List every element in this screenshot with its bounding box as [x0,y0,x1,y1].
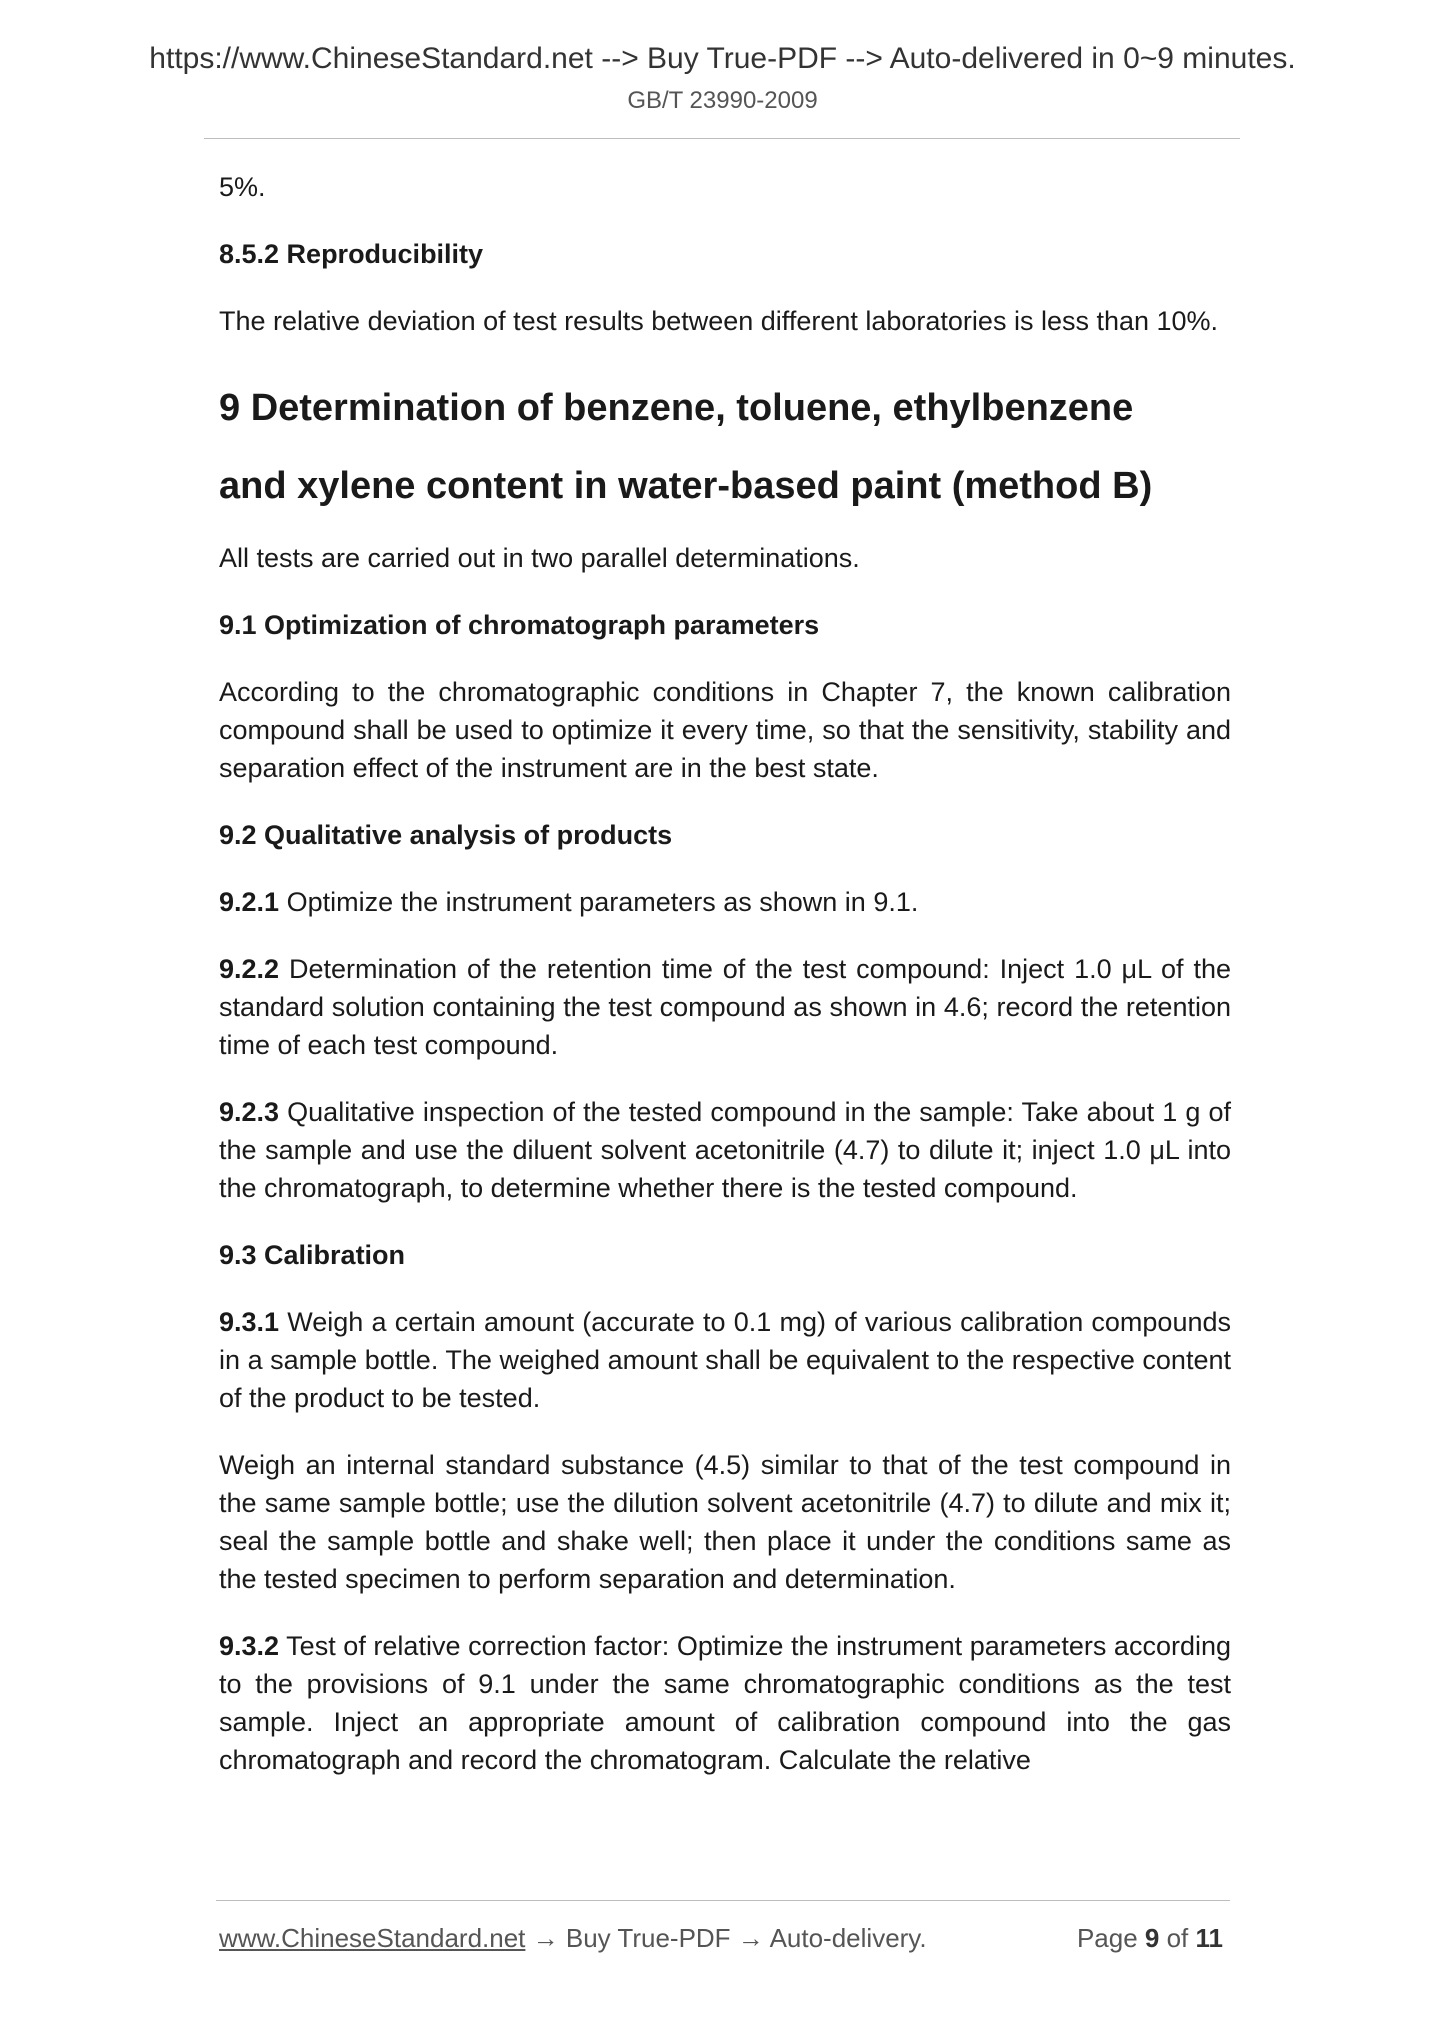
page-total: 11 [1195,1923,1223,1953]
carryover-text: 5%. [219,172,266,202]
footer-left [219,1921,927,1955]
site-link[interactable]: www.ChineseStandard.net [219,1923,526,1953]
section-8-5-2-text: The relative deviation of test results between different laboratories is less than 10%. [219,306,1219,336]
header-banner: https://www.ChineseStandard.net --> Buy True-PDF --> Auto-delivered in 0~9 minutes. [149,42,1296,75]
section-9-1-text: According to the chromatographic conditions in Chapter 7, the known calibration compound shall be used to optimize it every time, so that the sensitivity, stability and separation effect of the instrument are in the best state. [219,677,1231,783]
clause-text: Weigh a certain amount (accurate to 0.1 mg) of various calibration compounds in a sample bottle. The weighed amount shall be equivalent to the respective content of the product to be tested. [219,1307,1231,1413]
clause-text: Test of relative correction factor: Optimize the instrument parameters according to the provisions of 9.1 under the same chromatographic conditions as the test sample. Inject an appropriate amount of calibration compound into the gas chromatograph and record the chromatogram. Calculate the relative [219,1631,1231,1775]
section-9-heading [219,369,1231,525]
section-9-heading-line-1: 9 Determination of benzene, toluene, ethylbenzene [219,387,1134,429]
section-9-2-2 [219,950,1231,1064]
footer-tagline: → Buy True-PDF → Auto-delivery. [525,1923,927,1953]
clause-text: Optimize the instrument parameters as shown in 9.1. [279,887,919,917]
section-9-intro: All tests are carried out in two parallel determinations. [219,543,860,573]
document-body [219,168,1231,1808]
section-9-3-2 [219,1627,1231,1779]
clause-number: 9.2.2 [219,954,280,984]
footer-divider [216,1900,1230,1901]
section-9-2-3 [219,1093,1231,1207]
section-9-heading-line-2: and xylene content in water-based paint (method B) [219,465,1153,507]
document-number: GB/T 23990-2009 [627,87,818,114]
clause-number: 9.3.1 [219,1307,280,1337]
page-of: of [1159,1923,1196,1953]
clause-number: 9.2.3 [219,1097,280,1127]
section-8-5-2-heading: 8.5.2 Reproducibility [219,239,484,269]
clause-number: 9.2.1 [219,887,280,917]
clause-text: Determination of the retention time of the test compound: Inject 1.0 μL of the standard solution containing the test compound as shown in 4.6; record the retention time of each test compound. [219,954,1231,1060]
section-9-3-heading: 9.3 Calibration [219,1240,406,1270]
section-9-3-1-paragraph-2: Weigh an internal standard substance (4.5) similar to that of the test compound in the same sample bottle; use the dilution solvent acetonitrile (4.7) to dilute and mix it; seal the sample bottle and shake well; then place it under the conditions same as the tested specimen to perform separation and determination. [219,1450,1231,1594]
section-9-3-1 [219,1303,1231,1417]
clause-number: 9.3.2 [219,1631,280,1661]
clause-text: Qualitative inspection of the tested compound in the sample: Take about 1 g of the sample and use the diluent solvent acetonitrile (4.7) to dilute it; inject 1.0 μL into the chromatograph, to determine whether there is the tested compound. [219,1097,1231,1203]
section-9-2-heading: 9.2 Qualitative analysis of products [219,820,673,850]
page-header [0,40,1445,118]
header-divider [204,138,1240,139]
section-9-2-1 [219,883,1231,921]
page-indicator [1077,1921,1223,1955]
section-9-1-heading: 9.1 Optimization of chromatograph parameters [219,610,820,640]
page-label: Page [1076,1923,1145,1953]
page-current: 9 [1144,1923,1160,1953]
